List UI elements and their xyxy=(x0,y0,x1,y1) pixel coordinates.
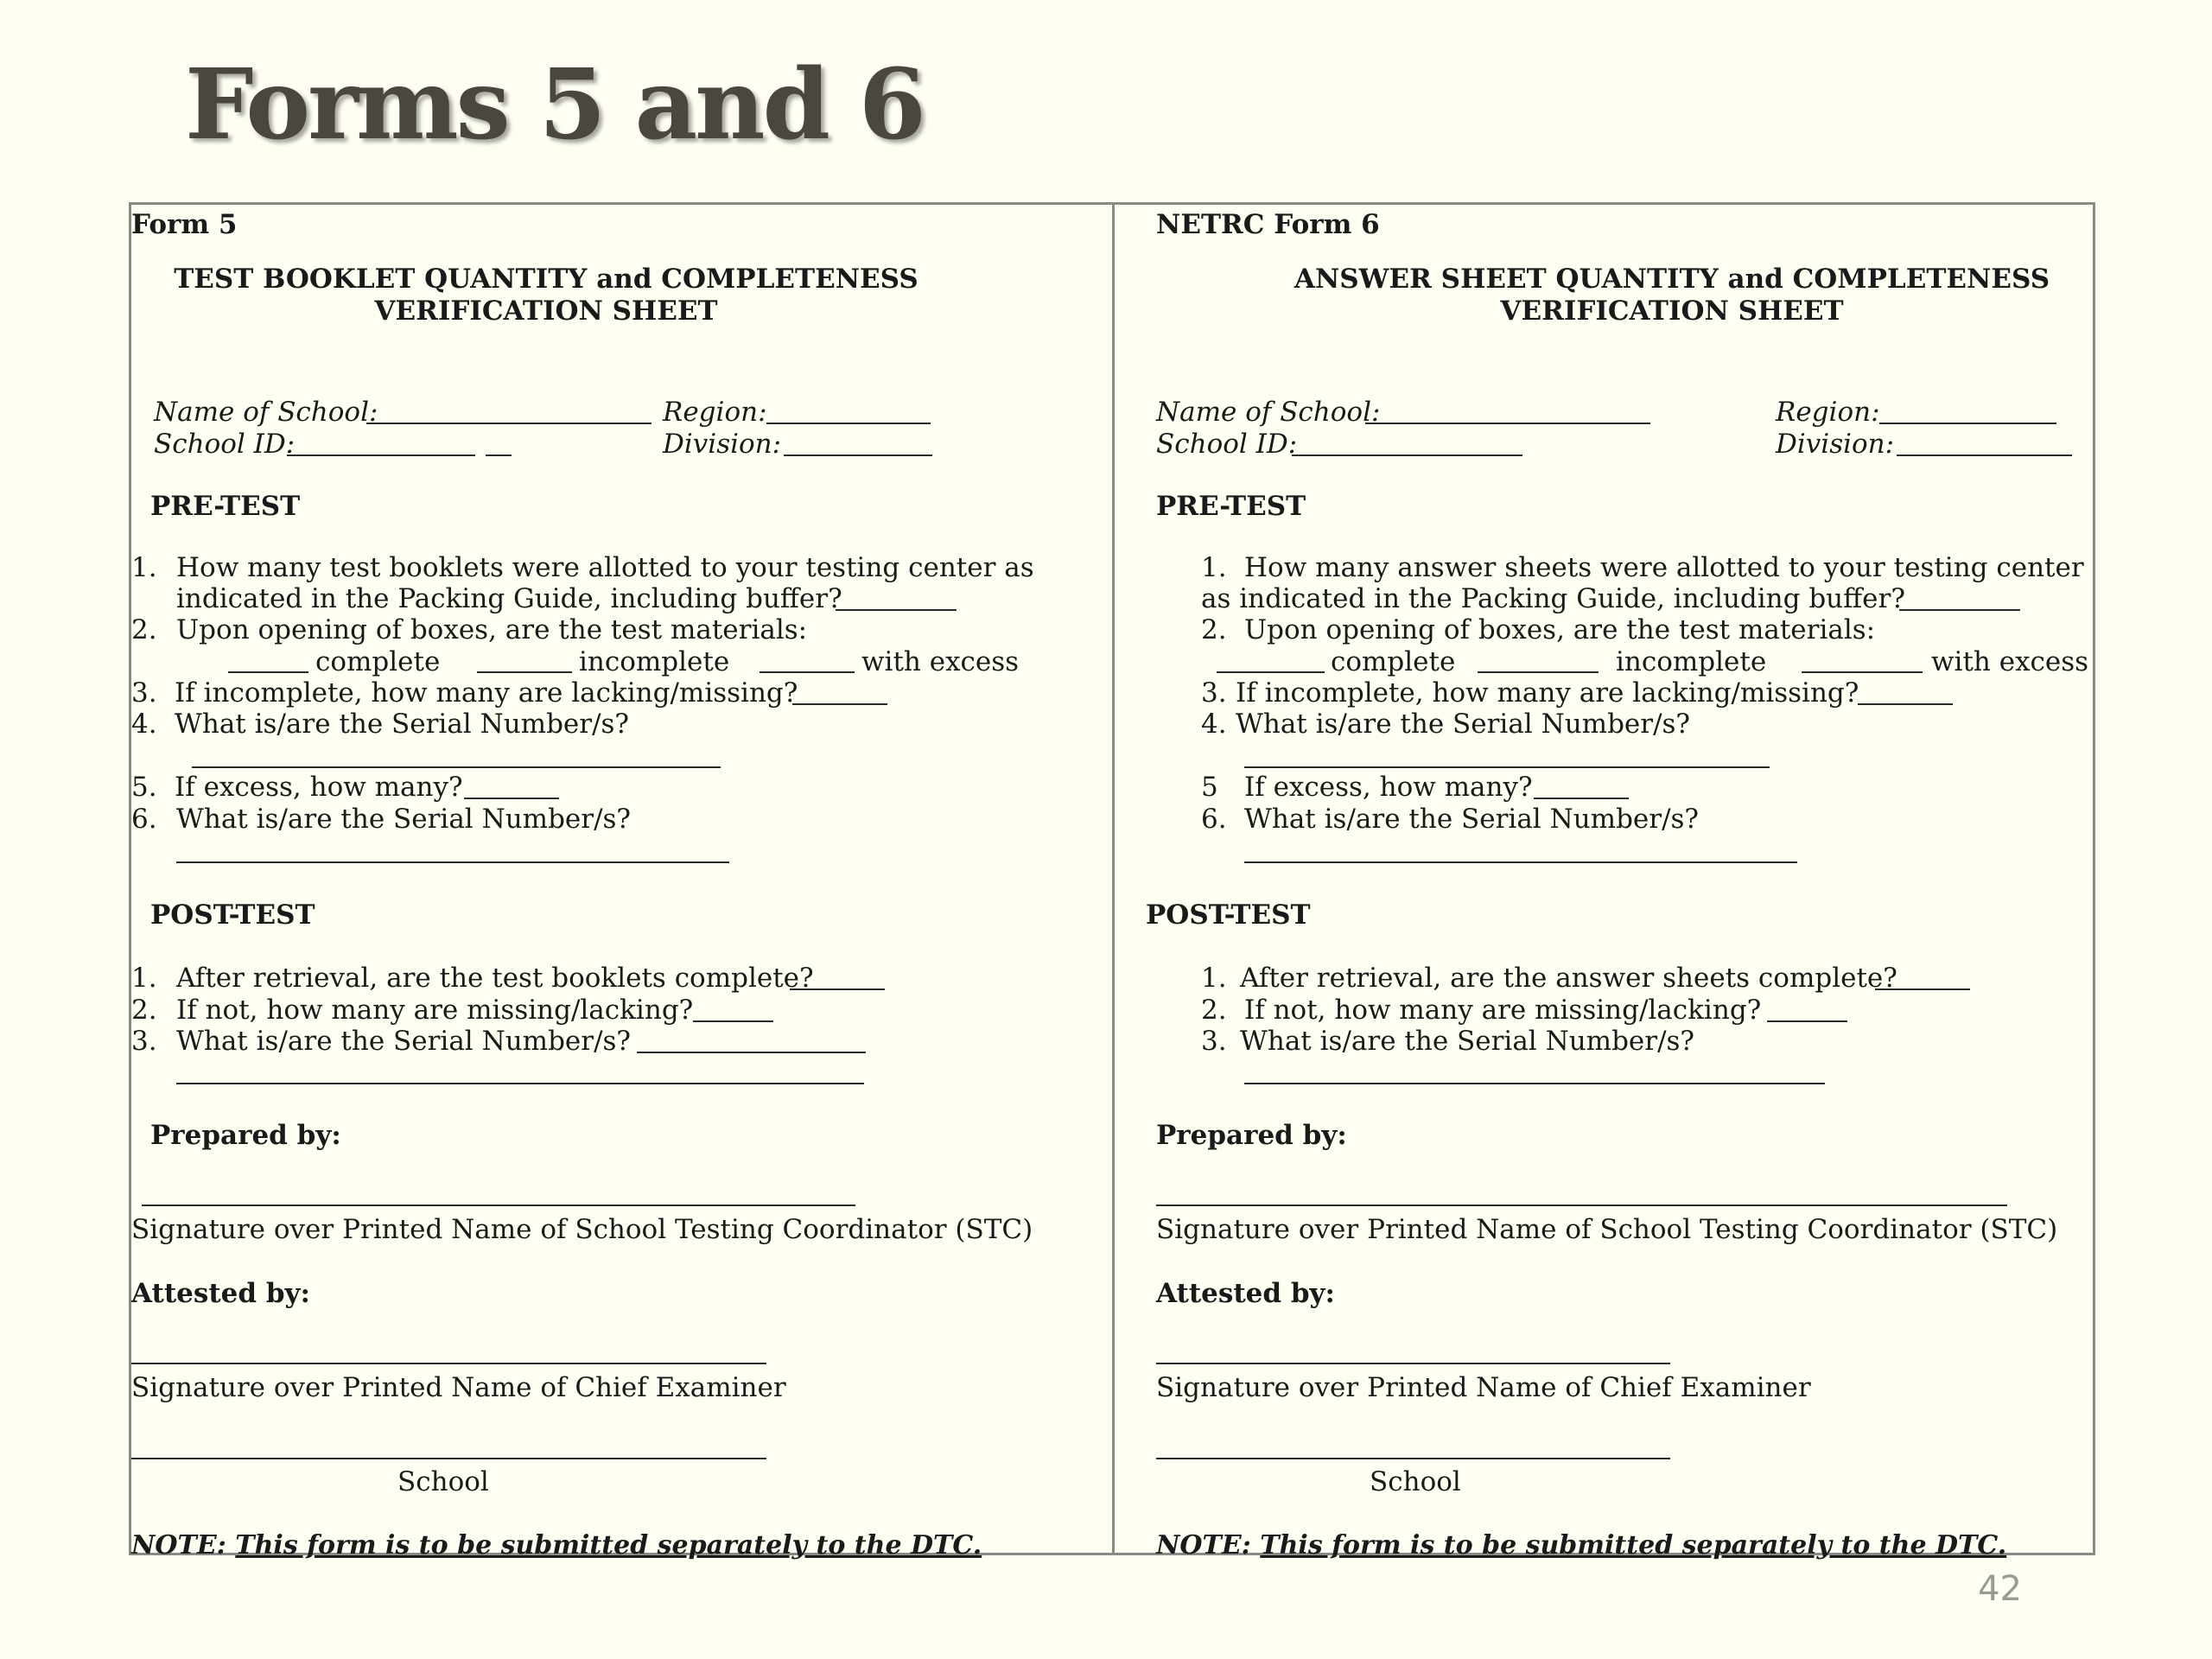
form5-q3-number: 3. xyxy=(131,677,157,709)
form5-school-caption: School xyxy=(397,1466,489,1497)
form6-division-field[interactable] xyxy=(1897,454,2072,456)
form5-q3-field[interactable] xyxy=(792,703,887,705)
form5-pretest-title: PRE-TEST xyxy=(150,491,301,522)
form5-p2-number: 2. xyxy=(131,995,157,1026)
form6-examiner-signature-caption: Signature over Printed Name of Chief Examiner xyxy=(1156,1372,1811,1403)
form6-prepared-by: Prepared by: xyxy=(1156,1120,1347,1151)
form6-school-id-field[interactable] xyxy=(1292,454,1522,456)
form5-q1-field[interactable] xyxy=(836,609,957,611)
slide-title: Forms 5 and 6 xyxy=(185,48,924,162)
form5-q5-field[interactable] xyxy=(464,798,559,799)
form5-complete-field[interactable] xyxy=(228,671,308,673)
form5-note xyxy=(131,1530,982,1560)
form5-option-complete: complete xyxy=(315,646,441,677)
form5-heading xyxy=(131,264,961,327)
form5-examiner-signature-caption: Signature over Printed Name of Chief Examiner xyxy=(131,1372,786,1403)
form6-panel xyxy=(1115,205,2093,1560)
form5-attested-by: Attested by: xyxy=(131,1278,310,1309)
form6-examiner-signature-line[interactable] xyxy=(1156,1363,1670,1364)
form5-name-of-school-field[interactable] xyxy=(366,423,652,424)
form6-q2-number: 2. xyxy=(1201,614,1227,645)
form5-stc-signature-line[interactable] xyxy=(142,1205,855,1206)
form5-q1-number: 1. xyxy=(131,552,157,583)
form5-q1-text-cont: indicated in the Packing Guide, including buffer? xyxy=(176,583,842,614)
form5-stc-signature-caption: Signature over Printed Name of School Testing Coordinator (STC) xyxy=(131,1214,1033,1245)
form6-school-id-label: School ID: xyxy=(1156,429,1298,460)
form5-heading-line1: TEST BOOKLET QUANTITY and COMPLETENESS xyxy=(174,264,918,295)
form6-p2-number: 2. xyxy=(1201,995,1227,1026)
form6-note-text: This form is to be submitted separately to the DTC. xyxy=(1260,1530,2007,1560)
form6-school-caption: School xyxy=(1370,1466,1461,1497)
form6-q6-field[interactable] xyxy=(1244,861,1797,863)
form5-note-text: This form is to be submitted separately to the DTC. xyxy=(235,1530,982,1560)
form6-q3-number: 3. xyxy=(1201,677,1227,709)
form6-p1-text: After retrieval, are the answer sheets complete? xyxy=(1240,963,1897,994)
form6-heading-line1: ANSWER SHEET QUANTITY and COMPLETENESS xyxy=(1294,264,2050,295)
form6-q5-number: 5 xyxy=(1201,772,1218,803)
form6-q4-text: What is/are the Serial Number/s? xyxy=(1236,709,1691,740)
form5-p1-text: After retrieval, are the test booklets complete? xyxy=(176,963,814,994)
form6-heading-line2: VERIFICATION SHEET xyxy=(1500,296,1844,327)
form5-region-field[interactable] xyxy=(766,423,931,424)
form6-q6-number: 6. xyxy=(1201,804,1227,835)
form5-q2-text: Upon opening of boxes, are the test materials: xyxy=(176,614,808,645)
form5-q4-text: What is/are the Serial Number/s? xyxy=(175,709,630,740)
form6-tag: NETRC Form 6 xyxy=(1156,209,1380,240)
form5-division-field[interactable] xyxy=(784,454,932,456)
form6-stc-signature-caption: Signature over Printed Name of School Testing Coordinator (STC) xyxy=(1156,1214,2058,1245)
form5-school-id-field-extra[interactable] xyxy=(486,454,512,456)
form5-tag: Form 5 xyxy=(131,209,238,240)
form5-q5-text: If excess, how many? xyxy=(175,772,463,803)
form6-p2-field[interactable] xyxy=(1767,1020,1847,1022)
form5-p3-field[interactable] xyxy=(637,1052,866,1053)
page-number: 42 xyxy=(1978,1569,2022,1609)
form6-q1-text-cont: as indicated in the Packing Guide, including buffer? xyxy=(1201,583,1905,614)
form5-p3-text: What is/are the Serial Number/s? xyxy=(176,1026,632,1057)
form6-region-field[interactable] xyxy=(1879,423,2056,424)
form6-option-complete: complete xyxy=(1331,646,1456,677)
form6-posttest-title: POST-TEST xyxy=(1146,899,1311,931)
form6-stc-signature-line[interactable] xyxy=(1156,1205,2007,1206)
form6-q1-number: 1. xyxy=(1201,552,1227,583)
form5-school-line[interactable] xyxy=(131,1458,766,1459)
form5-p2-text: If not, how many are missing/lacking? xyxy=(176,995,694,1026)
form6-heading xyxy=(1115,264,2212,327)
form6-q4-number: 4. xyxy=(1201,709,1227,740)
form6-p3-text: What is/are the Serial Number/s? xyxy=(1240,1026,1695,1057)
form6-note xyxy=(1156,1530,2007,1560)
form5-posttest-title: POST-TEST xyxy=(150,899,315,931)
form5-q4-field[interactable] xyxy=(192,766,721,768)
form5-q6-text: What is/are the Serial Number/s? xyxy=(176,804,632,835)
form6-q1-text: How many answer sheets were allotted to your testing center xyxy=(1244,552,2084,583)
form6-q5-field[interactable] xyxy=(1534,798,1629,799)
form6-name-of-school-field[interactable] xyxy=(1365,423,1650,424)
form6-region-label: Region: xyxy=(1776,397,1880,428)
form6-q5-text: If excess, how many? xyxy=(1244,772,1533,803)
form5-q1-text: How many test booklets were allotted to your testing center as xyxy=(176,552,1034,583)
form5-option-excess: with excess xyxy=(861,646,1020,677)
form5-p3-field-cont[interactable] xyxy=(176,1083,864,1084)
form5-option-incomplete: incomplete xyxy=(579,646,730,677)
form6-option-incomplete: incomplete xyxy=(1616,646,1767,677)
form6-excess-field[interactable] xyxy=(1802,671,1923,673)
form6-complete-field[interactable] xyxy=(1217,671,1325,673)
form6-incomplete-field[interactable] xyxy=(1478,671,1599,673)
form5-q6-number: 6. xyxy=(131,804,157,835)
form6-q1-field[interactable] xyxy=(1899,609,2020,611)
form5-name-of-school-label: Name of School: xyxy=(154,397,378,428)
form6-p2-text: If not, how many are missing/lacking? xyxy=(1244,995,1762,1026)
form5-p1-number: 1. xyxy=(131,963,157,994)
form6-q4-field[interactable] xyxy=(1244,766,1770,768)
form5-q2-number: 2. xyxy=(131,614,157,645)
form6-p3-field[interactable] xyxy=(1244,1083,1825,1084)
form5-heading-line2: VERIFICATION SHEET xyxy=(374,296,718,327)
form5-q5-number: 5. xyxy=(131,772,157,803)
form5-excess-field[interactable] xyxy=(760,671,855,673)
form5-q3-text: If incomplete, how many are lacking/missing? xyxy=(175,677,798,709)
form6-school-line[interactable] xyxy=(1156,1458,1670,1459)
form5-school-id-label: School ID: xyxy=(154,429,296,460)
form6-p3-number: 3. xyxy=(1201,1026,1227,1057)
form6-p1-number: 1. xyxy=(1201,963,1227,994)
form6-option-excess: with excess xyxy=(1931,646,2089,677)
form6-q3-text: If incomplete, how many are lacking/missing? xyxy=(1236,677,1859,709)
form6-q6-text: What is/are the Serial Number/s? xyxy=(1244,804,1700,835)
form5-q4-number: 4. xyxy=(131,709,157,740)
form5-p3-number: 3. xyxy=(131,1026,157,1057)
form5-q6-field[interactable] xyxy=(176,861,729,863)
form5-p2-field[interactable] xyxy=(693,1020,773,1022)
form5-school-id-field[interactable] xyxy=(287,454,475,456)
form5-p1-field[interactable] xyxy=(790,988,885,990)
form6-q3-field[interactable] xyxy=(1858,703,1953,705)
forms-frame xyxy=(129,202,2095,1560)
form6-pretest-title: PRE-TEST xyxy=(1156,491,1306,522)
form6-p1-field[interactable] xyxy=(1875,988,1970,990)
form6-q2-text: Upon opening of boxes, are the test materials: xyxy=(1244,614,1876,645)
form6-division-label: Division: xyxy=(1776,429,1895,460)
form5-division-label: Division: xyxy=(663,429,782,460)
form5-panel xyxy=(131,205,1115,1560)
form5-prepared-by: Prepared by: xyxy=(150,1120,341,1151)
form5-note-label: NOTE: xyxy=(131,1530,226,1560)
form5-region-label: Region: xyxy=(663,397,767,428)
form6-note-label: NOTE: xyxy=(1156,1530,1251,1560)
form5-incomplete-field[interactable] xyxy=(477,671,572,673)
form6-attested-by: Attested by: xyxy=(1156,1278,1335,1309)
form6-name-of-school-label: Name of School: xyxy=(1156,397,1381,428)
form5-examiner-signature-line[interactable] xyxy=(131,1363,766,1364)
